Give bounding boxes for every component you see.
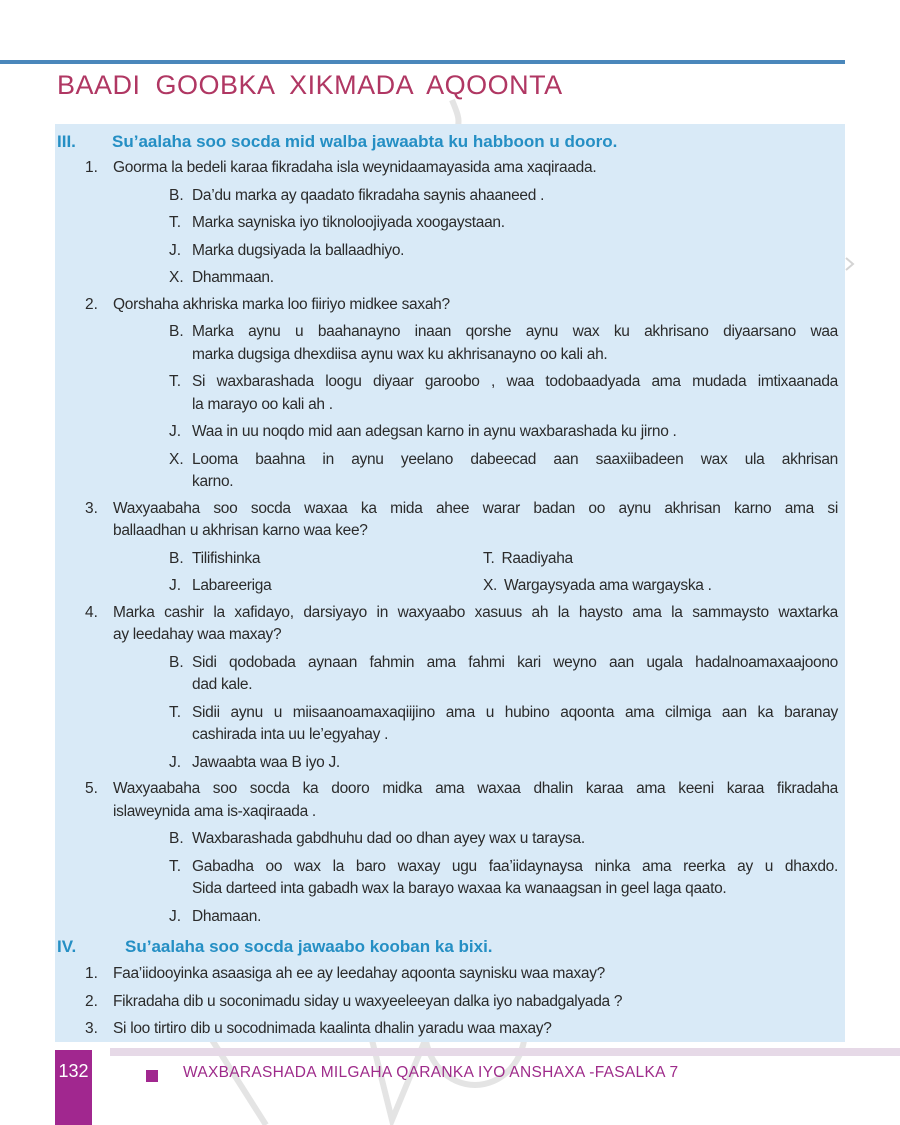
option-line: Si waxbarashada loogu diyaar garoobo , waa todobaadyada ama mudada imtixaanada xyxy=(192,373,838,390)
footer-band xyxy=(110,1048,900,1056)
option xyxy=(169,212,838,235)
option-line: Wargaysyada ama wargayska . xyxy=(504,577,712,594)
section-heading: Su’aalaha soo socda jawaabo kooban ka bixi. xyxy=(125,937,493,956)
question-number: 1. xyxy=(85,159,98,176)
exercise-box xyxy=(55,124,845,1042)
question xyxy=(85,498,838,543)
section-heading-row xyxy=(55,935,845,958)
question-number: 3. xyxy=(85,499,98,517)
option-letter: J. xyxy=(169,241,182,259)
question-line: Waxyaabaha soo socda waxaa ka mida ahee warar badan oo aynu akhrisan karno ama si xyxy=(113,499,838,517)
question xyxy=(85,294,838,317)
option xyxy=(169,267,838,290)
option-letter: T. xyxy=(169,373,182,390)
option-letter: J. xyxy=(169,577,182,594)
option-line: Looma baahna in aynu yeelano dabeecad aan saaxiibadeen wax ula akhrisan xyxy=(192,450,838,468)
section xyxy=(55,130,845,928)
option-letter: J. xyxy=(169,423,182,440)
option-letter: B. xyxy=(169,830,184,847)
question xyxy=(85,778,838,823)
option xyxy=(169,856,838,901)
question-line: Goorma la bedeli karaa fikradaha isla weynidaamayasida ama xaqiraada. xyxy=(113,159,597,176)
option-letter: B. xyxy=(169,186,184,204)
option xyxy=(169,652,838,697)
option xyxy=(169,575,838,598)
question-line: ballaadhan u akhrisan karno waa kee? xyxy=(113,522,368,539)
option xyxy=(169,752,838,775)
option xyxy=(169,321,838,366)
option-line: Marka sayniska iyo tiknoloojiyada xoogaystaan. xyxy=(192,214,505,231)
question-number: 1. xyxy=(85,965,98,982)
question-line: Fikradaha dib u soconimadu siday u waxyeeleeyan dalka iyo nabadgalyada ? xyxy=(113,992,623,1010)
option-line: marka dugsiga dhexdiisa aynu wax ku akhrisanayno oo kali ah. xyxy=(192,345,608,363)
option-line: la marayo oo kali ah . xyxy=(192,395,333,413)
option xyxy=(169,548,838,571)
question-line: Qorshaha akhriska marka loo fiiriyo midkee saxah? xyxy=(113,295,450,313)
question xyxy=(85,1018,838,1041)
option xyxy=(169,240,838,263)
question-line: Waxyaabaha soo socda ka dooro midka ama waxaa dhalin karaa ama keeni karaa fikradaha xyxy=(113,780,838,797)
option xyxy=(169,449,838,494)
option-line: Dhammaan. xyxy=(192,269,274,286)
option xyxy=(169,828,838,851)
question-line: Si loo tirtiro dib u socodnimada kaalinta dhalin yaradu waa maxay? xyxy=(113,1020,552,1037)
option-line: Gabadha oo wax la baro waxay ugu faa’iidaynaysa ninka ama reerka ay u dhaxdo. xyxy=(192,857,838,875)
option-line: Labareeriga xyxy=(192,577,272,594)
option xyxy=(169,702,838,747)
section-numeral: III. xyxy=(57,132,76,151)
section-heading-row xyxy=(55,130,845,153)
option-line: Marka aynu u baahanayno inaan qorshe aynu wax ku akhrisano diyaarsano waa xyxy=(192,323,838,340)
option xyxy=(169,906,838,929)
option-line: cashirada inta uu le’egyahay . xyxy=(192,726,389,743)
option-line: Marka dugsiyada la ballaadhiyo. xyxy=(192,241,405,259)
option-letter: T. xyxy=(169,214,182,231)
question xyxy=(85,602,838,647)
page-number-box xyxy=(55,1050,92,1125)
option-letter: B. xyxy=(169,549,184,567)
option-line: dad kale. xyxy=(192,676,253,693)
option-letter: B. xyxy=(169,653,184,671)
option xyxy=(169,185,838,208)
question-number: 4. xyxy=(85,603,98,621)
question xyxy=(85,157,838,180)
option-letter: T. xyxy=(169,703,182,721)
option-line: Raadiyaha xyxy=(501,549,573,567)
option-letter: J. xyxy=(169,907,182,925)
square-bullet-icon xyxy=(146,1070,158,1082)
option-letter: T. xyxy=(483,549,495,567)
option-line: Waa in uu noqdo mid aan adegsan karno in aynu waxbarashada ku jirno . xyxy=(192,423,677,440)
option-line: Da’du marka ay qaadato fikradaha saynis ahaaneed . xyxy=(192,186,545,204)
section xyxy=(55,935,845,1041)
question-line: Marka cashir la xafidayo, darsiyayo in waxyaabo xasuus ah la haysto ama la sammaysto waxtarka xyxy=(113,603,838,621)
option-line: Sida darteed inta gabadh wax la barayo waxaa ka wanaagsan in geel laga qaato. xyxy=(192,880,727,897)
option-line: karno. xyxy=(192,473,234,490)
option xyxy=(483,575,712,598)
option xyxy=(483,548,573,571)
question-line: Faa’iidooyinka asaasiga ah ee ay leedahay aqoonta saynisku waa maxay? xyxy=(113,965,605,982)
option-letter: J. xyxy=(169,753,182,771)
question-number: 3. xyxy=(85,1020,98,1037)
section-numeral: IV. xyxy=(57,937,77,956)
option-line: Jawaabta waa B iyo J. xyxy=(192,753,340,771)
option-letter: B. xyxy=(169,323,184,340)
option-letter: X. xyxy=(483,577,498,594)
question-number: 5. xyxy=(85,780,98,797)
page-number: 132 xyxy=(58,1061,89,1081)
section-heading: Su’aalaha soo socda mid walba jawaabta ku habboon u dooro. xyxy=(112,132,618,151)
option xyxy=(169,421,838,444)
option-line: Tilifishinka xyxy=(192,549,261,567)
question-line: ay leedahay waa maxay? xyxy=(113,626,282,643)
option-letter: X. xyxy=(169,269,184,286)
option-line: Sidii aynu u miisaanoamaxaqiijino ama u hubino aqoonta ama cilmiga aan ka baranay xyxy=(192,703,838,721)
question-number: 2. xyxy=(85,295,98,313)
option-line: Sidi qodobada aynaan fahmin ama fahmi kari weyno aan ugala hadalnoamaxaajoono xyxy=(192,653,838,671)
question-line: islaweynida ama is-xaqiraada . xyxy=(113,802,316,820)
option-line: Dhamaan. xyxy=(192,907,262,925)
option-letter: X. xyxy=(169,450,184,468)
option-line: Waxbarashada gabdhuhu dad oo dhan ayey wax u taraysa. xyxy=(192,830,585,847)
question xyxy=(85,963,838,986)
question xyxy=(85,991,838,1014)
question-number: 2. xyxy=(85,992,98,1010)
option xyxy=(169,371,838,416)
footer-text: WAXBARASHADA MILGAHA QARANKA IYO ANSHAXA -FASALKA 7 xyxy=(183,1064,679,1081)
edge-mark xyxy=(846,258,853,270)
page-title: BAADI GOOBKA XIKMADA AQOONTA xyxy=(57,70,563,100)
top-rule xyxy=(0,60,845,64)
option-letter: T. xyxy=(169,857,182,875)
